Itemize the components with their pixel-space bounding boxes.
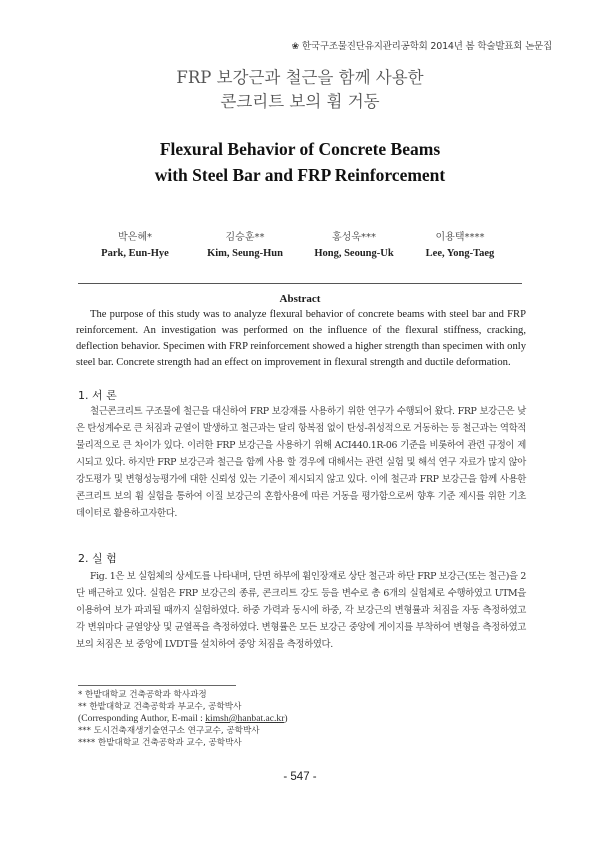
author-english-name: Kim, Seung-Hun bbox=[207, 248, 283, 259]
korean-title-line-2: 콘크리트 보의 휨 거동 bbox=[220, 92, 380, 111]
author-1 bbox=[75, 230, 195, 262]
author-english-name: Lee, Yong-Taeg bbox=[425, 248, 495, 259]
english-title-line-1: Flexural Behavior of Concrete Beams bbox=[159, 139, 441, 159]
author-english-name: Park, Eun-Hye bbox=[101, 248, 169, 259]
abstract-text: The purpose of this study was to analyze flexural behavior of concrete beams with steel bar and FRP reinforcement. An investigation was performed on the influence of the flexural stiffness, cracking, deflection behavior. Specimen with FRP reinforcement showed a higher strength than specimen with only steel bar. Concrete strength had an effect on improvement in flexural strength and ductile deformation. bbox=[76, 309, 526, 368]
title-divider bbox=[78, 283, 522, 284]
conference-header bbox=[292, 38, 552, 52]
author-korean-name: 김승훈** bbox=[225, 232, 265, 243]
footnote-3-prefix: (Corresponding Author, E-mail : bbox=[78, 713, 206, 724]
footnotes bbox=[78, 689, 498, 749]
footnote-4: *** 도시건축재생기술연구소 연구교수, 공학박사 bbox=[78, 726, 260, 736]
section-heading-experiment: 2. 실 험 bbox=[78, 552, 117, 565]
korean-title-line-1: FRP 보강근과 철근을 함께 사용한 bbox=[176, 68, 424, 87]
footnote-divider bbox=[78, 685, 236, 686]
conference-name: 한국구조물진단유지관리공학회 2014년 봄 학술발표회 논문집 bbox=[301, 41, 552, 52]
footnote-2: ** 한밭대학교 건축공학과 부교수, 공학박사 bbox=[78, 702, 242, 712]
page-number: - 547 - bbox=[283, 771, 317, 783]
author-english-name: Hong, Seoung-Uk bbox=[314, 248, 394, 259]
corresponding-email-link[interactable]: kimsh@hanbat.ac.kr bbox=[205, 713, 285, 724]
tree-logo-icon: ❀ bbox=[291, 42, 299, 52]
footnote-3 bbox=[78, 713, 498, 725]
author-korean-name: 이용택**** bbox=[435, 232, 485, 243]
author-korean-name: 홍성욱*** bbox=[332, 232, 376, 243]
footnote-3-suffix: ) bbox=[284, 713, 288, 724]
author-3 bbox=[294, 230, 414, 262]
section-heading-introduction: 1. 서 론 bbox=[78, 389, 117, 402]
section-text-experiment: Fig. 1은 보 실험체의 상세도를 나타내며, 단면 하부에 휨인장재로 상단 철근과 하단 FRP 보강근(또는 철근)을 2단 배근하고 있다. 실험은 FRP 보강근의 종류, 콘크리트 강도 등을 변수로 총 6개의 실험체로 수행하였고 UTM을 이용하여 보가 파괴될 때까지 실험하였다. 하중 가력과 동시에 하중, 각 보강근의 변형률과 처짐을 자동 측정하였고 각 변위마다 균열양상 및 균열폭을 측정하였다. 변형률은 모든 보강근 중앙에 게이지를 부착하여 변형을 측정하였고 보의 처짐은 보 중앙에 LVDT를 설치하여 중앙 처짐을 측정하였다. bbox=[76, 571, 526, 650]
footnote-5: **** 한밭대학교 건축공학과 교수, 공학박사 bbox=[78, 738, 242, 748]
footnote-1: * 한밭대학교 건축공학과 학사과정 bbox=[78, 690, 207, 700]
abstract-heading: Abstract bbox=[279, 293, 321, 305]
author-korean-name: 박은혜* bbox=[118, 232, 152, 243]
section-text-introduction: 철근콘크리트 구조물에 철근을 대신하여 FRP 보강재를 사용하기 위한 연구가 수행되어 왔다. FRP 보강근은 낮은 탄성계수로 큰 처짐과 균열이 발생하고 철근과는 달리 항복점 없이 탄성-취성적으로 거동하는 등 철근과는 역학적 물리적으로 큰 차이가 있다. 이러한 FRP 보강근을 사용하기 위해 ACI440.1R-06 기준을 비롯하여 관련 규정이 제시되고 있다. 하지만 FRP 보강근과 철근을 함께 사용 할 경우에 대해서는 관련 실험 및 해석 연구 자료가 많지 않아 강도평가 및 변형성능평가에 대한 신뢰성 있는 기준이 제시되지 않고 있다. 이에 철근과 FRP 보강근을 함께 사용한 콘크리트 보의 휨 실험을 통하여 이질 보강근의 혼합사용에 따른 거동을 평가함으로써 향후 기준 제시를 위한 기초 데이터로 활용하고자한다. bbox=[76, 406, 526, 519]
author-2 bbox=[185, 230, 305, 262]
english-title-line-2: with Steel Bar and FRP Reinforcement bbox=[154, 165, 446, 185]
author-4 bbox=[400, 230, 520, 262]
